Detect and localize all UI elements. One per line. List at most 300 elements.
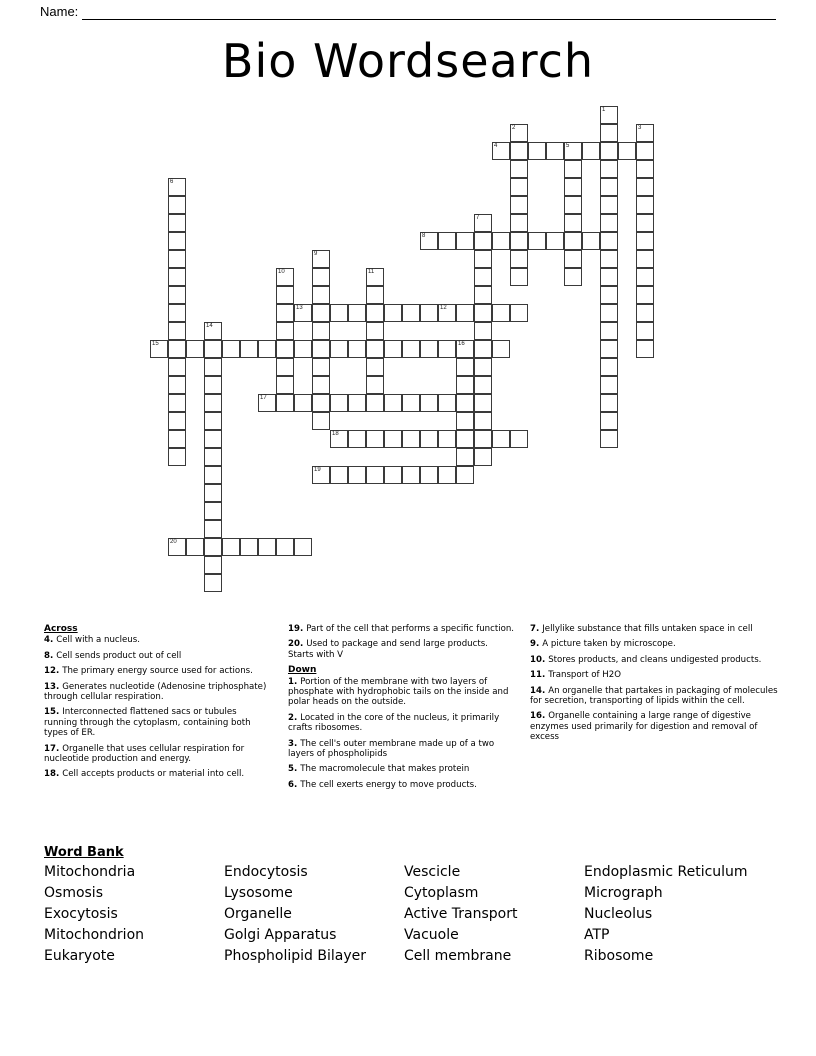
crossword-cell[interactable] <box>168 214 186 232</box>
crossword-cell[interactable] <box>348 304 366 322</box>
crossword-cell[interactable] <box>276 358 294 376</box>
crossword-cell[interactable] <box>168 376 186 394</box>
crossword-cell[interactable] <box>330 304 348 322</box>
clue-item <box>44 744 272 765</box>
crossword-cell[interactable] <box>168 250 186 268</box>
crossword-cell[interactable] <box>294 538 312 556</box>
crossword-cell[interactable] <box>600 430 618 448</box>
crossword-cell[interactable] <box>276 322 294 340</box>
clue-item <box>288 639 516 660</box>
clue-item <box>288 624 516 634</box>
crossword-cell[interactable] <box>348 340 366 358</box>
crossword-cell[interactable] <box>168 268 186 286</box>
crossword-clue-number: 5 <box>566 143 570 149</box>
crossword-cell[interactable] <box>600 196 618 214</box>
crossword-clue-number: 3 <box>638 125 642 131</box>
crossword-cell[interactable] <box>384 394 402 412</box>
clue-number: 13. <box>44 681 63 692</box>
crossword-cell[interactable] <box>456 376 474 394</box>
crossword-cell[interactable] <box>186 340 204 358</box>
crossword-cell[interactable] <box>456 358 474 376</box>
clue-text: Part of the cell that performs a specific function. <box>306 624 515 634</box>
clue-column-3 <box>530 624 784 748</box>
crossword-cell[interactable] <box>456 412 474 430</box>
clue-item <box>44 651 272 661</box>
crossword-cell[interactable] <box>474 268 492 286</box>
crossword-cell[interactable] <box>636 340 654 358</box>
crossword-cell[interactable] <box>600 160 618 178</box>
crossword-cell[interactable] <box>582 232 600 250</box>
crossword-cell[interactable] <box>618 142 636 160</box>
crossword-clue-number: 2 <box>512 125 516 131</box>
crossword-cell[interactable] <box>348 466 366 484</box>
crossword-cell[interactable] <box>474 340 492 358</box>
crossword-cell[interactable] <box>636 250 654 268</box>
crossword-cell[interactable] <box>366 358 384 376</box>
crossword-cell[interactable] <box>168 340 186 358</box>
clue-item <box>44 769 272 779</box>
clue-text: A picture taken by microscope. <box>542 639 676 650</box>
clues-section <box>44 624 784 829</box>
clue-number: 8. <box>44 650 57 661</box>
clue-item <box>44 682 272 703</box>
crossword-cell[interactable] <box>546 232 564 250</box>
crossword-cell[interactable] <box>600 286 618 304</box>
crossword-cell[interactable] <box>402 340 420 358</box>
crossword-cell[interactable] <box>600 304 618 322</box>
word-bank-list <box>44 863 784 966</box>
crossword-cell[interactable] <box>636 268 654 286</box>
crossword-cell[interactable] <box>474 430 492 448</box>
crossword-cell[interactable] <box>600 376 618 394</box>
clue-number: 9. <box>530 639 543 650</box>
crossword-cell[interactable] <box>636 124 654 142</box>
clue-text: Organelle containing a large range of digestive enzymes used primarily for digestion and removal of excess <box>530 711 758 743</box>
crossword-cell[interactable] <box>510 178 528 196</box>
crossword-cell[interactable] <box>312 394 330 412</box>
crossword-cell[interactable] <box>492 142 510 160</box>
crossword-cell[interactable] <box>258 340 276 358</box>
crossword-cell[interactable] <box>204 376 222 394</box>
word-bank-word: Vescicle <box>404 864 461 880</box>
crossword-cell[interactable] <box>204 340 222 358</box>
crossword-cell[interactable] <box>294 304 312 322</box>
crossword-cell[interactable] <box>564 196 582 214</box>
crossword-cell[interactable] <box>456 466 474 484</box>
crossword-cell[interactable] <box>600 124 618 142</box>
crossword-cell[interactable] <box>438 466 456 484</box>
crossword-cell[interactable] <box>384 430 402 448</box>
crossword-cell[interactable] <box>420 340 438 358</box>
crossword-cell[interactable] <box>312 376 330 394</box>
clue-text: The macromolecule that makes protein <box>300 764 470 775</box>
crossword-cell[interactable] <box>402 430 420 448</box>
crossword-cell[interactable] <box>204 430 222 448</box>
clue-item <box>530 639 784 649</box>
crossword-cell[interactable] <box>474 412 492 430</box>
word-bank-word: Endoplasmic Reticulum <box>584 864 748 880</box>
crossword-cell[interactable] <box>492 340 510 358</box>
crossword-cell[interactable] <box>510 160 528 178</box>
crossword-cell[interactable] <box>510 214 528 232</box>
crossword-cell[interactable] <box>564 214 582 232</box>
clue-item <box>288 713 516 734</box>
crossword-cell[interactable] <box>546 142 564 160</box>
crossword-cell[interactable] <box>204 502 222 520</box>
crossword-cell[interactable] <box>366 286 384 304</box>
crossword-clue-number: 18 <box>332 431 339 437</box>
page-title: Bio Wordsearch <box>221 34 595 88</box>
clue-text: Used to package and send large products. Starts with V <box>288 639 488 660</box>
crossword-cell[interactable] <box>474 358 492 376</box>
clue-item <box>44 707 272 738</box>
clue-number: 11. <box>530 670 549 681</box>
clue-number: 20. <box>288 639 307 650</box>
crossword-cell[interactable] <box>312 250 330 268</box>
crossword-cell[interactable] <box>420 304 438 322</box>
clue-text: Cell sends product out of cell <box>56 650 182 661</box>
crossword-clue-number: 20 <box>170 539 177 545</box>
crossword-cell[interactable] <box>276 304 294 322</box>
crossword-cell[interactable] <box>438 430 456 448</box>
crossword-cell[interactable] <box>366 322 384 340</box>
word-bank-word: Ribosome <box>584 948 654 964</box>
clue-number: 10. <box>530 654 549 665</box>
crossword-cell[interactable] <box>600 214 618 232</box>
clue-item <box>530 655 784 665</box>
crossword-cell[interactable] <box>636 322 654 340</box>
clue-item <box>44 666 272 676</box>
crossword-cell[interactable] <box>510 196 528 214</box>
word-bank-word: Eukaryote <box>44 948 115 964</box>
crossword-cell[interactable] <box>636 232 654 250</box>
crossword-cell[interactable] <box>168 358 186 376</box>
crossword-cell[interactable] <box>366 304 384 322</box>
crossword-cell[interactable] <box>600 106 618 124</box>
crossword-cell[interactable] <box>564 142 582 160</box>
crossword-cell[interactable] <box>312 340 330 358</box>
crossword-cell[interactable] <box>204 412 222 430</box>
crossword-cell[interactable] <box>168 394 186 412</box>
crossword-cell[interactable] <box>528 142 546 160</box>
crossword-cell[interactable] <box>204 538 222 556</box>
clue-column-1 <box>44 624 272 785</box>
crossword-cell[interactable] <box>276 340 294 358</box>
crossword-cell[interactable] <box>474 232 492 250</box>
clue-item <box>530 686 784 707</box>
clue-text: The cell exerts energy to move products. <box>300 779 477 790</box>
crossword-clue-number: 6 <box>170 179 174 185</box>
crossword-cell[interactable] <box>330 394 348 412</box>
crossword-cell[interactable] <box>294 340 312 358</box>
crossword-cell[interactable] <box>600 412 618 430</box>
crossword-cell[interactable] <box>366 466 384 484</box>
crossword-cell[interactable] <box>348 394 366 412</box>
clue-number: 7. <box>530 624 543 634</box>
crossword-cell[interactable] <box>312 466 330 484</box>
crossword-cell[interactable] <box>456 448 474 466</box>
crossword-cell[interactable] <box>312 322 330 340</box>
crossword-cell[interactable] <box>564 250 582 268</box>
crossword-cell[interactable] <box>312 304 330 322</box>
crossword-cell[interactable] <box>420 466 438 484</box>
crossword-cell[interactable] <box>204 466 222 484</box>
crossword-cell[interactable] <box>204 520 222 538</box>
clue-item <box>530 624 784 634</box>
crossword-cell[interactable] <box>600 322 618 340</box>
crossword-cell[interactable] <box>168 286 186 304</box>
crossword-cell[interactable] <box>474 376 492 394</box>
clue-item <box>44 635 272 645</box>
crossword-cell[interactable] <box>204 322 222 340</box>
crossword-cell[interactable] <box>510 430 528 448</box>
clue-number: 2. <box>288 712 301 723</box>
crossword-cell[interactable] <box>438 232 456 250</box>
crossword-clue-number: 16 <box>458 341 465 347</box>
crossword-cell[interactable] <box>276 268 294 286</box>
crossword-cell[interactable] <box>168 196 186 214</box>
crossword-cell[interactable] <box>312 286 330 304</box>
crossword-cell[interactable] <box>330 340 348 358</box>
clue-text: The primary energy source used for actions. <box>62 666 253 677</box>
clue-text: Located in the core of the nucleus, it primarily crafts ribosomes. <box>288 712 500 734</box>
word-bank-word: Golgi Apparatus <box>224 927 337 943</box>
crossword-cell[interactable] <box>222 538 240 556</box>
crossword-cell[interactable] <box>600 394 618 412</box>
clue-number: 16. <box>530 711 549 722</box>
crossword-cell[interactable] <box>348 430 366 448</box>
crossword-cell[interactable] <box>600 232 618 250</box>
crossword-cell[interactable] <box>474 322 492 340</box>
crossword-cell[interactable] <box>600 358 618 376</box>
word-bank-word: Micrograph <box>584 885 663 901</box>
crossword-cell[interactable] <box>636 160 654 178</box>
clue-text: Stores products, and cleans undigested products. <box>548 654 762 665</box>
clue-item <box>288 780 516 790</box>
crossword-cell[interactable] <box>258 538 276 556</box>
crossword-clue-number: 19 <box>314 467 321 473</box>
crossword-cell[interactable] <box>168 304 186 322</box>
crossword-cell[interactable] <box>168 322 186 340</box>
crossword-cell[interactable] <box>636 178 654 196</box>
crossword-cell[interactable] <box>168 232 186 250</box>
crossword-cell[interactable] <box>600 142 618 160</box>
word-bank-word: Vacuole <box>404 927 459 943</box>
clue-item <box>530 711 784 742</box>
crossword-cell[interactable] <box>510 268 528 286</box>
word-bank-word: Phospholipid Bilayer <box>224 948 367 964</box>
word-bank-word: Nucleolus <box>584 906 653 922</box>
clue-text: An organelle that partakes in packaging of molecules for secretion, transporting of lipids within the cell. <box>530 685 778 707</box>
word-bank-section <box>44 845 784 966</box>
crossword-cell[interactable] <box>276 376 294 394</box>
crossword-cell[interactable] <box>240 538 258 556</box>
crossword-cell[interactable] <box>438 304 456 322</box>
crossword-cell[interactable] <box>420 232 438 250</box>
clue-text: Transport of H2O <box>548 670 621 681</box>
word-bank-word: Cytoplasm <box>404 885 479 901</box>
clue-text: Cell accepts products or material into cell. <box>62 769 245 780</box>
crossword-cell[interactable] <box>600 250 618 268</box>
crossword-cell[interactable] <box>168 430 186 448</box>
crossword-cell[interactable] <box>636 304 654 322</box>
crossword-cell[interactable] <box>600 268 618 286</box>
clue-number: 14. <box>530 685 549 696</box>
crossword-cell[interactable] <box>456 430 474 448</box>
crossword-cell[interactable] <box>330 430 348 448</box>
crossword-cell[interactable] <box>168 178 186 196</box>
crossword-cell[interactable] <box>600 340 618 358</box>
crossword-cell[interactable] <box>510 124 528 142</box>
clue-number: 17. <box>44 743 63 754</box>
crossword-cell[interactable] <box>312 268 330 286</box>
crossword-cell[interactable] <box>276 538 294 556</box>
crossword-cell[interactable] <box>474 448 492 466</box>
crossword-cell[interactable] <box>402 466 420 484</box>
crossword-cell[interactable] <box>420 430 438 448</box>
crossword-clue-number: 12 <box>440 305 447 311</box>
word-bank-title: Word Bank <box>44 845 124 860</box>
clue-number: 15. <box>44 707 63 718</box>
crossword-clue-number: 17 <box>260 395 267 401</box>
crossword-cell[interactable] <box>492 430 510 448</box>
crossword-cell[interactable] <box>510 250 528 268</box>
crossword-cell[interactable] <box>276 394 294 412</box>
crossword-cell[interactable] <box>438 340 456 358</box>
word-bank-word: Lysosome <box>224 885 293 901</box>
crossword-cell[interactable] <box>636 196 654 214</box>
crossword-cell[interactable] <box>582 142 600 160</box>
crossword-cell[interactable] <box>366 394 384 412</box>
crossword-cell[interactable] <box>150 340 168 358</box>
clue-text: Cell with a nucleus. <box>56 635 140 646</box>
crossword-clue-number: 13 <box>296 305 303 311</box>
crossword-cell[interactable] <box>510 232 528 250</box>
crossword-cell[interactable] <box>240 340 258 358</box>
crossword-clue-number: 8 <box>422 233 426 239</box>
crossword-cell[interactable] <box>402 394 420 412</box>
crossword-cell[interactable] <box>384 466 402 484</box>
crossword-cell[interactable] <box>204 574 222 592</box>
crossword-cell[interactable] <box>456 394 474 412</box>
crossword-cell[interactable] <box>168 412 186 430</box>
clue-text: Jellylike substance that fills untaken space in cell <box>542 624 753 634</box>
word-bank-word: Exocytosis <box>44 906 118 922</box>
clue-text: Organelle that uses cellular respiration for nucleotide production and energy. <box>44 743 245 765</box>
crossword-cell[interactable] <box>222 340 240 358</box>
clue-number: 1. <box>288 676 301 687</box>
crossword-cell[interactable] <box>564 178 582 196</box>
clue-item <box>288 677 516 708</box>
crossword-cell[interactable] <box>456 340 474 358</box>
crossword-cell[interactable] <box>438 394 456 412</box>
crossword-cell[interactable] <box>204 484 222 502</box>
crossword-cell[interactable] <box>600 178 618 196</box>
crossword-cell[interactable] <box>474 304 492 322</box>
clue-number: 19. <box>288 624 307 634</box>
crossword-cell[interactable] <box>366 430 384 448</box>
crossword-cell[interactable] <box>492 304 510 322</box>
crossword-cell[interactable] <box>456 304 474 322</box>
crossword-cell[interactable] <box>168 448 186 466</box>
word-bank-word: Active Transport <box>404 906 518 922</box>
clue-number: 5. <box>288 764 301 775</box>
crossword-cell[interactable] <box>294 394 312 412</box>
crossword-cell[interactable] <box>186 538 204 556</box>
down-heading: Down <box>288 665 317 676</box>
crossword-clue-number: 9 <box>314 251 318 257</box>
clue-text: Portion of the membrane with two layers of phosphate with hydrophobic tails on the inside and polar heads on the outside. <box>288 676 509 708</box>
crossword-cell[interactable] <box>384 304 402 322</box>
word-bank-word: Mitochondria <box>44 864 136 880</box>
crossword-clue-number: 14 <box>206 323 213 329</box>
clue-text: Interconnected flattened sacs or tubules running through the cytoplasm, containing both types of ER. <box>44 707 251 739</box>
word-bank-word: Osmosis <box>44 885 103 901</box>
crossword-cell[interactable] <box>420 394 438 412</box>
clue-text: Generates nucleotide (Adenosine triphosphate) through cellular respiration. <box>44 681 267 703</box>
crossword-cell[interactable] <box>312 358 330 376</box>
crossword-cell[interactable] <box>366 376 384 394</box>
crossword-cell[interactable] <box>564 160 582 178</box>
word-bank-word: Endocytosis <box>224 864 308 880</box>
crossword-cell[interactable] <box>402 304 420 322</box>
crossword-cell[interactable] <box>564 268 582 286</box>
crossword-cell[interactable] <box>474 394 492 412</box>
crossword-cell[interactable] <box>636 286 654 304</box>
crossword-cell[interactable] <box>456 232 474 250</box>
crossword-cell[interactable] <box>528 232 546 250</box>
crossword-cell[interactable] <box>384 340 402 358</box>
word-bank-word: ATP <box>584 927 610 943</box>
crossword-cell[interactable] <box>366 268 384 286</box>
crossword-cell[interactable] <box>474 286 492 304</box>
crossword-cell[interactable] <box>312 412 330 430</box>
crossword-cell[interactable] <box>474 250 492 268</box>
crossword-clue-number: 10 <box>278 269 285 275</box>
across-heading: Across <box>44 624 78 634</box>
name-label: Name: <box>40 4 79 19</box>
crossword-cell[interactable] <box>258 394 276 412</box>
clue-item <box>288 764 516 774</box>
crossword-cell[interactable] <box>204 394 222 412</box>
clue-item <box>288 739 516 760</box>
crossword-cell[interactable] <box>330 466 348 484</box>
word-bank-word: Cell membrane <box>404 948 512 964</box>
crossword-cell[interactable] <box>204 358 222 376</box>
clue-number: 6. <box>288 779 301 790</box>
crossword-cell[interactable] <box>204 556 222 574</box>
crossword-clue-number: 11 <box>368 269 375 275</box>
crossword-cell[interactable] <box>636 142 654 160</box>
clue-number: 18. <box>44 769 63 780</box>
clue-item <box>530 670 784 680</box>
word-bank-word: Organelle <box>224 906 292 922</box>
word-bank-word: Mitochondrion <box>44 927 145 943</box>
crossword-cell[interactable] <box>636 214 654 232</box>
crossword-cell[interactable] <box>204 448 222 466</box>
crossword-cell[interactable] <box>474 214 492 232</box>
crossword-cell[interactable] <box>510 304 528 322</box>
crossword-clue-number: 7 <box>476 215 480 221</box>
crossword-cell[interactable] <box>168 538 186 556</box>
clue-number: 12. <box>44 666 63 677</box>
crossword-cell[interactable] <box>276 286 294 304</box>
crossword-cell[interactable] <box>366 340 384 358</box>
crossword-cell[interactable] <box>564 232 582 250</box>
crossword-cell[interactable] <box>492 232 510 250</box>
clue-number: 3. <box>288 738 301 749</box>
crossword-cell[interactable] <box>510 142 528 160</box>
